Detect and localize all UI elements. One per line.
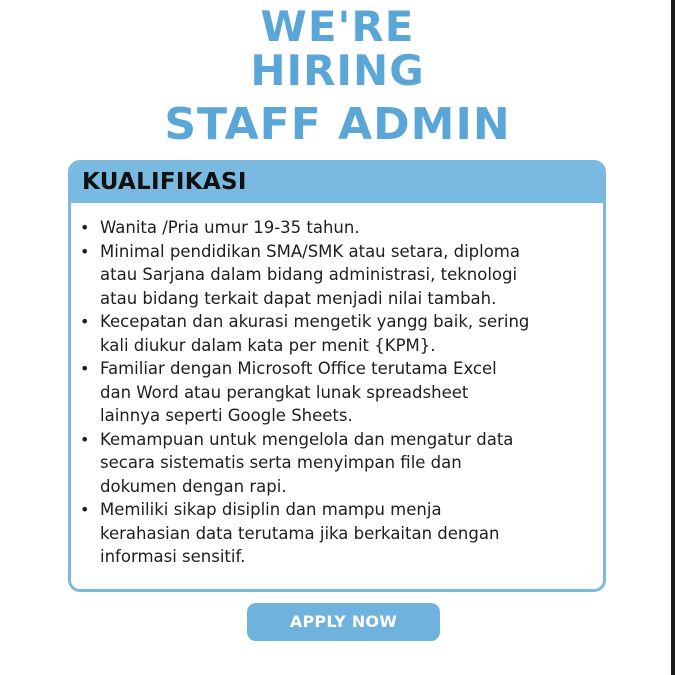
- bullet-icon: •: [80, 312, 90, 331]
- list-item-text: Wanita /Pria umur 19-35 tahun.: [100, 218, 360, 237]
- list-item-text: Minimal pendidikan SMA/SMK atau setara, diploma atau Sarjana dalam bidang administrasi, teknologi atau bidang terkait dapat menjadi nilai tambah.: [100, 241, 520, 308]
- bullet-icon: •: [80, 500, 90, 519]
- qualifications-title: KUALIFIKASI: [82, 169, 247, 195]
- headline-job-title: STAFF ADMIN: [164, 99, 511, 150]
- list-item: [80, 216, 598, 240]
- bullet-icon: •: [80, 218, 90, 237]
- headline-line-2: HIRING: [250, 46, 425, 95]
- list-item: [80, 428, 598, 499]
- qualifications-body: [71, 203, 603, 589]
- bullet-icon: •: [80, 429, 90, 449]
- list-item: [80, 240, 598, 311]
- qualifications-card: [68, 160, 606, 592]
- qualifications-list: [80, 216, 598, 569]
- right-border-divider: [671, 0, 675, 675]
- apply-now-button[interactable]: APPLY NOW: [247, 603, 440, 641]
- list-item: [80, 498, 598, 569]
- list-item-text: Memiliki sikap disiplin dan mampu menja kerahasian data terutama jika berkaitan dengan informasi sensitif.: [100, 500, 500, 566]
- qualifications-header: [71, 163, 603, 203]
- list-item-text: Kecepatan dan akurasi mengetik yangg baik, sering kali diukur dalam kata per menit {KPM}.: [100, 312, 530, 355]
- bullet-icon: •: [80, 241, 90, 261]
- list-item-text: Kemampuan untuk mengelola dan mengatur data secara sistematis serta menyimpan file dan dokumen dengan rapi.: [100, 429, 514, 496]
- headline-line-1: WE'RE: [260, 2, 415, 51]
- list-item-text: Familiar dengan Microsoft Office terutama Excel dan Word atau perangkat lunak spreadsheet lainnya seperti Google Sheets.: [100, 359, 497, 425]
- list-item: [80, 310, 598, 357]
- bullet-icon: •: [80, 359, 90, 378]
- list-item: [80, 357, 598, 428]
